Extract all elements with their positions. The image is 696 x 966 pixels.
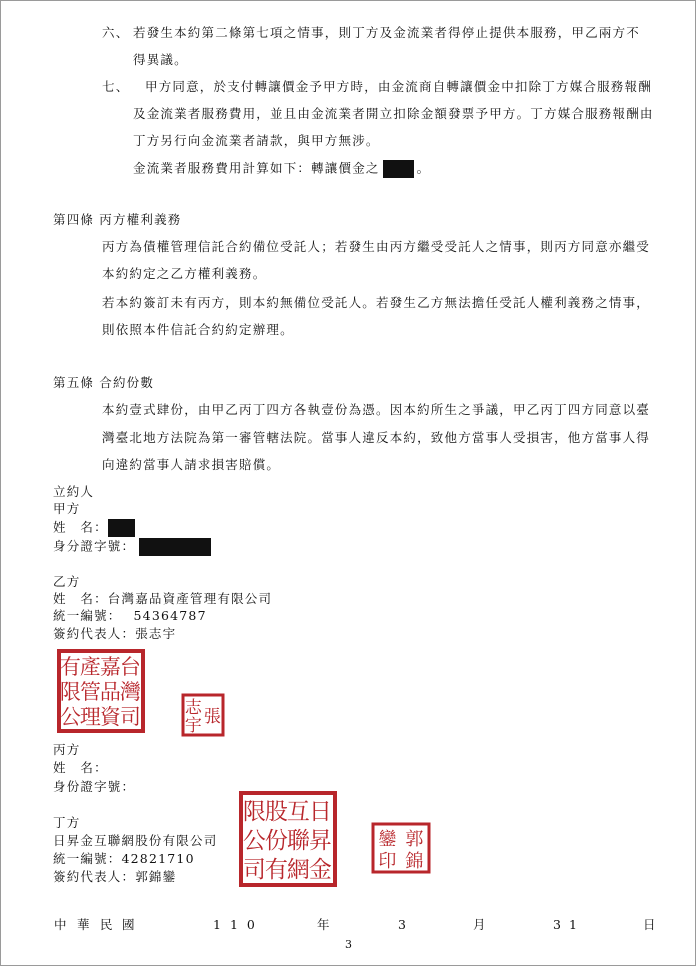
item7-line4 xyxy=(133,160,430,178)
party-d-company-seal xyxy=(239,791,337,887)
seal-b-char-8: 理 xyxy=(79,705,103,729)
page-number: 3 xyxy=(345,938,352,951)
seal-b-char-9: 有 xyxy=(59,655,83,679)
party-a-label: 甲方 xyxy=(53,501,81,516)
article5-line3: 向違約當事人請求損害賠償。 xyxy=(102,457,281,472)
redacted-party-a-name xyxy=(108,519,135,537)
party-a-name-label: 姓 名： xyxy=(53,519,108,535)
seal-b-person-char-2: 志 xyxy=(184,698,204,718)
date-month-unit: 月 xyxy=(473,917,487,932)
seal-d-char-2: 昇 xyxy=(308,828,334,854)
seal-b-person-char-3: 宇 xyxy=(184,716,204,736)
item6-line2: 得異議。 xyxy=(133,52,188,67)
redacted-fee-rate xyxy=(383,160,414,178)
party-b-person-seal xyxy=(181,693,225,737)
seal-b-char-7: 管 xyxy=(79,680,103,704)
seal-b-char-12: 司 xyxy=(119,705,143,729)
fee-formula-text: 金流業者服務費用計算如下：轉讓價金之 xyxy=(133,160,380,176)
article5-line1: 本約壹式肆份，由甲乙丙丁四方各執壹份為憑。因本約所生之爭議，甲乙丙丁四方同意以臺 xyxy=(102,402,651,417)
date-era-3: 民 xyxy=(100,917,114,932)
party-a-id-row xyxy=(53,538,211,556)
date-month: 3 xyxy=(398,917,408,932)
article4-p1-line1: 丙方為債權管理信託合約備位受託人；若發生由丙方繼受受託人之情事，則丙方同意亦繼受 xyxy=(102,239,651,254)
signatories-header: 立約人 xyxy=(53,484,95,499)
article4-p2-line1: 若本約簽訂未有丙方，則本約無備位受託人。若發生乙方無法擔任受託人權利義務之情事， xyxy=(102,295,651,310)
party-d-label: 丁方 xyxy=(53,815,81,830)
party-b-tax-id: 54364787 xyxy=(133,608,207,623)
seal-b-char-6: 產 xyxy=(79,655,103,679)
seal-b-char-4: 品 xyxy=(99,680,123,704)
seal-d-char-8: 份 xyxy=(264,828,290,854)
party-b-tax-id-label: 統一編號： xyxy=(53,608,122,623)
seal-d-char-6: 網 xyxy=(286,857,312,883)
seal-d-char-7: 股 xyxy=(264,799,290,825)
date-era-1: 中 xyxy=(54,917,68,932)
party-b-representative: 簽約代表人：張志宇 xyxy=(53,626,177,641)
party-b-tax-id-row xyxy=(53,608,207,624)
date-era-4: 國 xyxy=(122,917,136,932)
seal-d-char-12: 司 xyxy=(242,857,268,883)
party-d-tax-id: 統一編號：42821710 xyxy=(53,851,195,866)
item6-line1: 若發生本約第二條第七項之情事，則丁方及金流業者得停止提供本服務，甲乙兩方不 xyxy=(133,25,640,40)
date-day-unit: 日 xyxy=(643,917,657,932)
signing-date xyxy=(1,917,695,935)
seal-d-person-char-4: 印 xyxy=(378,851,398,872)
item7-line3: 丁方另行向金流業者請款，與甲方無涉。 xyxy=(133,133,380,148)
seal-d-person-char-2: 錦 xyxy=(405,851,425,872)
article4-heading: 第四條 丙方權利義務 xyxy=(53,212,182,227)
seal-d-person-char-3: 鑾 xyxy=(378,829,398,850)
item6-marker: 六、 xyxy=(102,25,130,40)
party-b-name: 姓 名：台灣嘉品資產管理有限公司 xyxy=(53,591,273,606)
seal-d-char-11: 公 xyxy=(242,828,268,854)
seal-b-char-10: 限 xyxy=(59,680,83,704)
party-d-representative: 簽約代表人：郭錦鑾 xyxy=(53,869,177,884)
party-b-company-seal xyxy=(57,649,145,733)
seal-d-char-4: 互 xyxy=(286,799,312,825)
party-d-person-seal xyxy=(371,822,431,874)
seal-b-char-1: 台 xyxy=(119,655,143,679)
seal-b-char-11: 公 xyxy=(59,705,83,729)
fee-formula-end: 。 xyxy=(416,160,431,176)
article4-p2-line2: 則依照本件信託合約約定辦理。 xyxy=(102,322,294,337)
party-b-label: 乙方 xyxy=(53,574,81,589)
article5-line2: 灣臺北地方法院為第一審管轄法院。當事人違反本約，致他方當事人受損害，他方當事人得 xyxy=(102,430,651,445)
seal-b-person-char-1: 張 xyxy=(203,707,223,727)
party-c-label: 丙方 xyxy=(53,742,81,757)
party-c-name-label: 姓 名： xyxy=(53,760,108,775)
seal-d-char-9: 有 xyxy=(264,857,290,883)
date-year: 110 xyxy=(213,917,264,932)
seal-b-char-5: 資 xyxy=(99,705,123,729)
party-c-id-label: 身份證字號： xyxy=(53,779,136,794)
seal-d-char-5: 聯 xyxy=(286,828,312,854)
article4-p1-line2: 本約約定之乙方權利義務。 xyxy=(102,266,267,281)
date-era-2: 華 xyxy=(77,917,91,932)
seal-d-person-char-1: 郭 xyxy=(405,829,425,850)
redacted-party-a-id xyxy=(139,538,211,556)
party-d-company: 日昇金互聯網股份有限公司 xyxy=(53,833,218,848)
item7-line2: 及金流業者服務費用，並且由金流業者開立扣除金額發票予甲方。丁方媒合服務報酬由 xyxy=(133,106,654,121)
date-day: 31 xyxy=(553,917,585,932)
date-year-unit: 年 xyxy=(317,917,331,932)
item7-line1: 甲方同意，於支付轉讓價金予甲方時，由金流商自轉讓價金中扣除丁方媒合服務報酬 xyxy=(145,79,652,94)
seal-d-char-1: 日 xyxy=(308,799,334,825)
party-a-id-label: 身分證字號： xyxy=(53,538,136,554)
seal-b-char-3: 嘉 xyxy=(99,655,123,679)
article5-heading: 第五條 合約份數 xyxy=(53,375,155,390)
seal-b-char-2: 灣 xyxy=(119,680,143,704)
item7-marker: 七、 xyxy=(102,79,130,94)
party-a-name-row xyxy=(53,519,135,537)
seal-d-char-10: 限 xyxy=(242,799,268,825)
seal-d-char-3: 金 xyxy=(308,857,334,883)
